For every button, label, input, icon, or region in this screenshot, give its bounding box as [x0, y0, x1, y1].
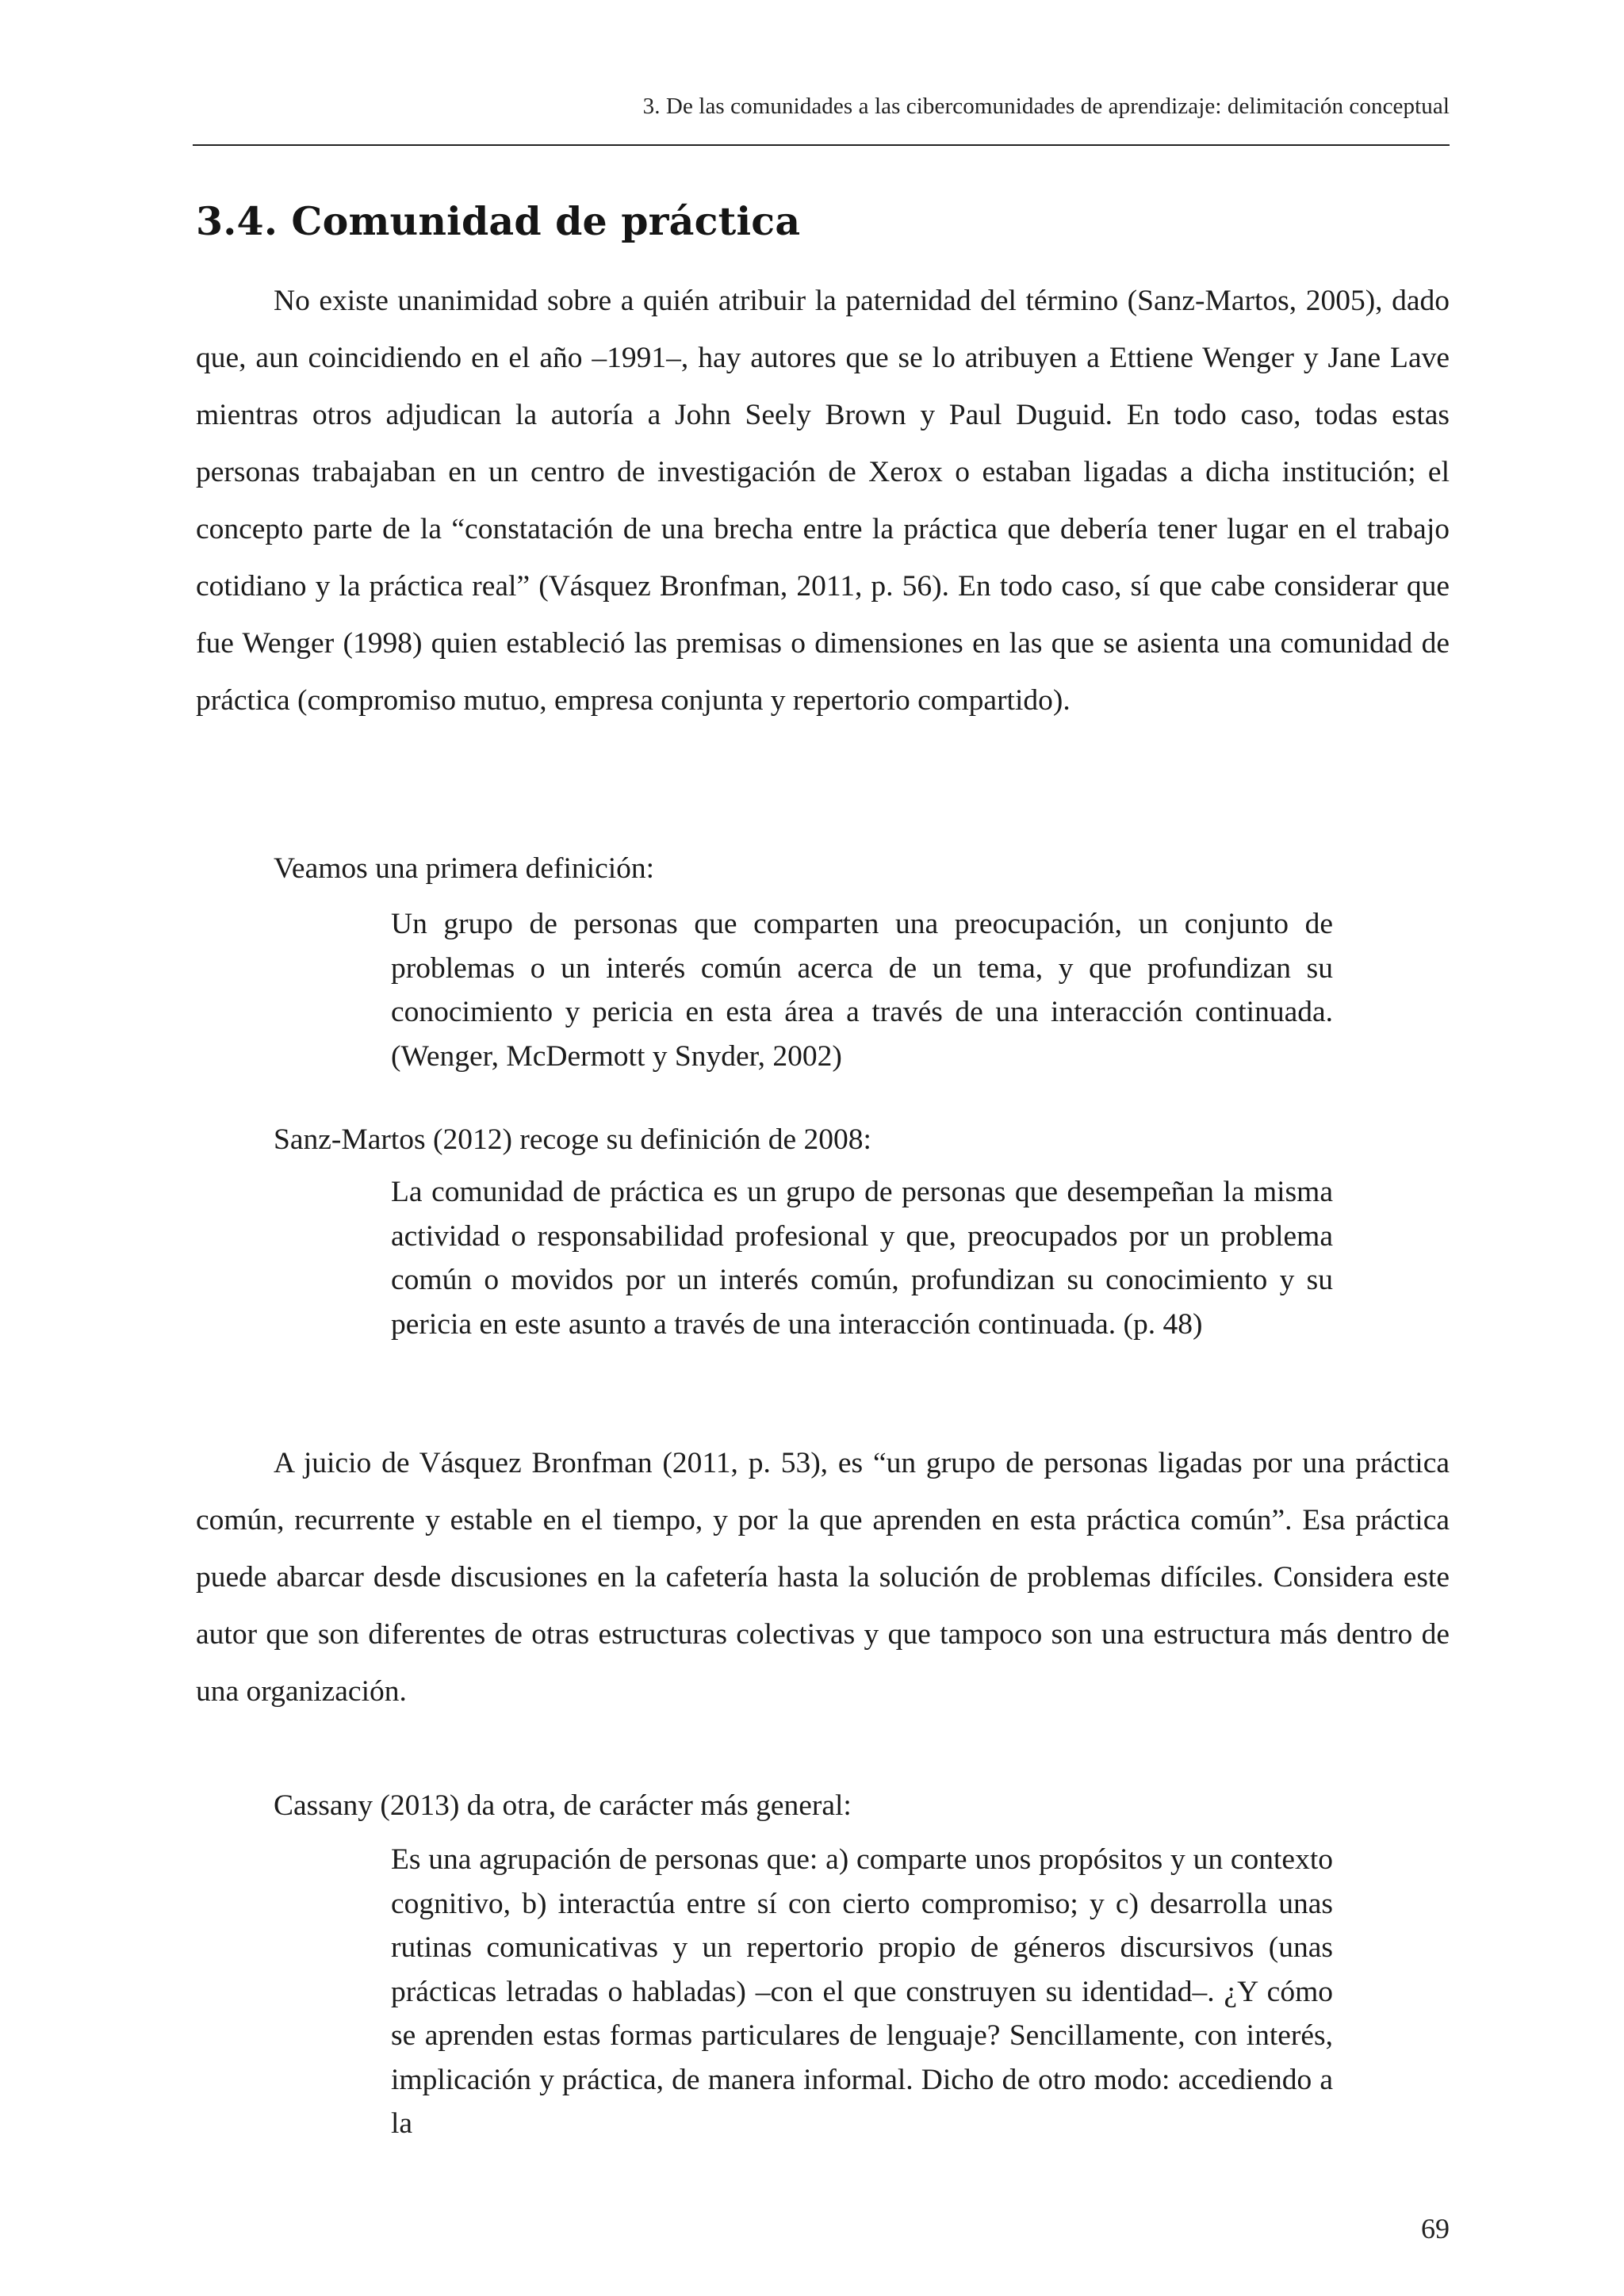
page-number: 69 — [1421, 2213, 1450, 2244]
block-quote-1: Un grupo de personas que comparten una preocupación, un conjunto de problemas o un interés común acerca de un tema, y que profundizan su conocimiento y pericia en esta área a través de una interacción continuada. (Wenger, McDermott y Snyder, 2002) — [391, 908, 1333, 1073]
running-header: 3. De las comunidades a las cibercomunidades de aprendizaje: delimitación conceptual — [642, 94, 1450, 119]
body-paragraph-2: A juicio de Vásquez Bronfman (2011, p. 53), es “un grupo de personas ligadas por una práctica común, recurrente y estable en el tiempo, y por la que aprenden en esta práctica común”. Esa práctica puede abarcar desde discusiones en la cafetería hasta la solución de problemas difíciles. Considera este autor que son diferentes de otras estructuras colectivas y que tampoco son una estructura más dentro de una organización. — [196, 1447, 1450, 1708]
header-rule — [193, 144, 1450, 146]
definition-lead-3: Cassany (2013) da otra, de carácter más general: — [274, 1789, 852, 1822]
block-quote-3: Es una agrupación de personas que: a) comparte unos propósitos y un contexto cognitivo, b) interactúa entre sí con cierto compromiso; y c) desarrolla unas rutinas comunicativas y un repertorio propio de géneros discursivos (unas prácticas letradas o habladas) –con el que construyen su identidad–. ¿Y cómo se aprenden estas formas particulares de lenguaje? Sencillamente, con interés, implicación y práctica, de manera informal. Dicho de otro modo: accediendo a la — [391, 1843, 1333, 2140]
section-title: 3.4. Comunidad de práctica — [196, 198, 801, 244]
definition-lead-2: Sanz-Martos (2012) recoge su definición de 2008: — [274, 1123, 871, 1156]
body-paragraph-1: No existe unanimidad sobre a quién atribuir la paternidad del término (Sanz-Martos, 2005), dado que, aun coincidiendo en el año –1991–, hay autores que se lo atribuyen a Ettiene Wenger y Jane Lave mientras otros adjudican la autoría a John Seely Brown y Paul Duguid. En todo caso, todas estas personas trabajaban en un centro de investigación de Xerox o estaban ligadas a dicha institución; el concepto parte de la “constatación de una brecha entre la práctica que debería tener lugar en el trabajo cotidiano y la práctica real” (Vásquez Bronfman, 2011, p. 56). En todo caso, sí que cabe considerar que fue Wenger (1998) quien estableció las premisas o dimensiones en las que se asienta una comunidad de práctica (compromiso mutuo, empresa conjunta y repertorio compartido). — [196, 285, 1450, 717]
definition-lead-1: Veamos una primera definición: — [274, 852, 655, 885]
block-quote-2: La comunidad de práctica es un grupo de personas que desempeñan la misma actividad o responsabilidad profesional y que, preocupados por un problema común o movidos por un interés común, profundizan su conocimiento y su pericia en este asunto a través de una interacción continuada. (p. 48) — [391, 1176, 1333, 1341]
